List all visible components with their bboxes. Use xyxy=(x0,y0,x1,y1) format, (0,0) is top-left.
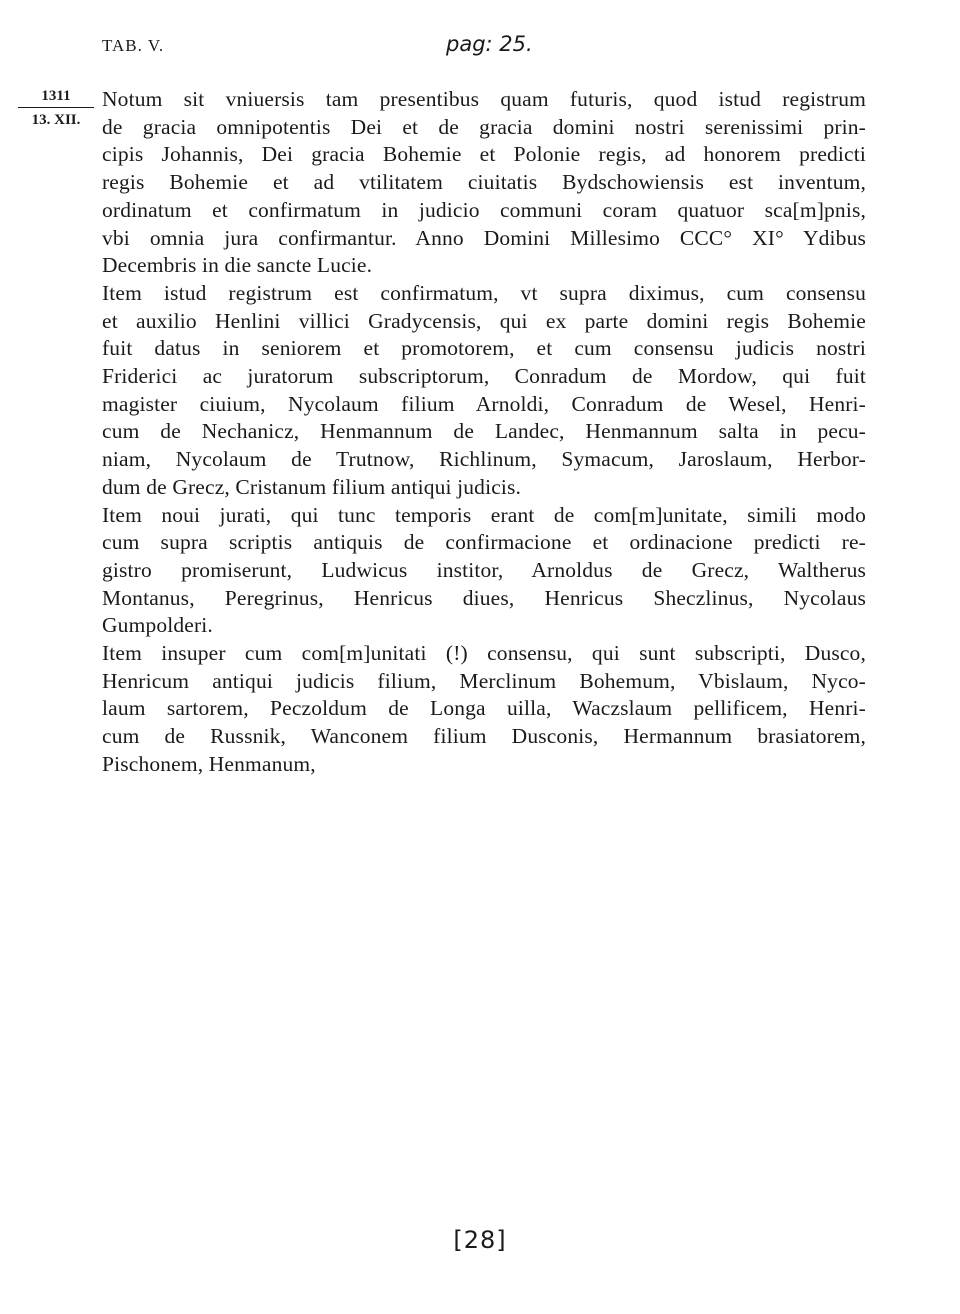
text-line: ordinatum et confirmatum in judicio communi coram quatuor sca[m]pnis, xyxy=(102,197,866,222)
text-line: Henricum antiqui judicis filium, Merclinum Bohemum, Vbislaum, Nyco- xyxy=(102,668,866,693)
text-line: Item noui jurati, qui tunc temporis erant de com[m]unitate, simili modo xyxy=(102,502,866,527)
margin-date-note xyxy=(18,86,94,130)
text-line: cipis Johannis, Dei gracia Bohemie et Polonie regis, ad honorem predicti xyxy=(102,142,866,167)
text-line: laum sartorem, Peczoldum de Longa uilla, Waczslaum pellificem, Henri- xyxy=(102,696,866,721)
text-line: Montanus, Peregrinus, Henricus diues, Henricus Sheczlinus, Nycolaus xyxy=(102,585,866,610)
text-line: dum de Grecz, Cristanum filium antiqui judicis. xyxy=(102,474,522,499)
margin-day: 13. XII. xyxy=(31,112,81,128)
margin-year: 1311 xyxy=(18,86,94,108)
text-line: magister ciuium, Nycolaum filium Arnoldi, Conradum de Wesel, Henri- xyxy=(102,391,866,416)
text-line: cum supra scriptis antiquis de confirmacione et ordinacione predicti re- xyxy=(102,530,866,555)
plate-label: TAB. V. xyxy=(102,36,165,55)
text-line: Notum sit vniuersis tam presentibus quam futuris, quod istud registrum xyxy=(102,87,866,111)
text-line: fuit datus in seniorem et promotorem, et cum consensu judicis nostri xyxy=(102,336,866,361)
text-line: regis Bohemie et ad vtilitatem ciuitatis Bydschowiensis est inventum, xyxy=(102,170,866,195)
page-reference: pag: 25. xyxy=(446,32,533,56)
text-line: de gracia omnipotentis Dei et de gracia domini nostri serenissimi prin- xyxy=(102,114,866,139)
text-line: niam, Nycolaum de Trutnow, Richlinum, Symacum, Jaroslaum, Herbor- xyxy=(102,447,866,472)
text-line: Item insuper cum com[m]unitati (!) consensu, qui sunt subscripti, Dusco, xyxy=(102,641,866,666)
page-number: [28] xyxy=(453,1226,507,1254)
text-line: Item istud registrum est confirmatum, vt supra diximus, cum consensu xyxy=(102,280,866,305)
text-line: Gumpolderi. xyxy=(102,613,213,638)
text-line: Pischonem, Henmanum, xyxy=(102,751,316,776)
text-line: Friderici ac juratorum subscriptorum, Conradum de Mordow, qui fuit xyxy=(102,364,866,389)
text-line: gistro promiserunt, Ludwicus institor, Arnoldus de Grecz, Waltherus xyxy=(102,557,866,582)
text-line: Decembris in die sancte Lucie. xyxy=(102,253,373,278)
text-line: cum de Nechanicz, Henmannum de Landec, Henmannum salta in pecu- xyxy=(102,419,866,444)
text-line: cum de Russnik, Wanconem filium Dusconis, Hermannum brasiatorem, xyxy=(102,724,866,749)
text-line: vbi omnia jura confirmantur. Anno Domini Millesimo CCC° XI° Ydibus xyxy=(102,225,866,250)
text-line: et auxilio Henlini villici Gradycensis, qui ex parte domini regis Bohemie xyxy=(102,308,866,333)
document-body xyxy=(102,86,866,779)
